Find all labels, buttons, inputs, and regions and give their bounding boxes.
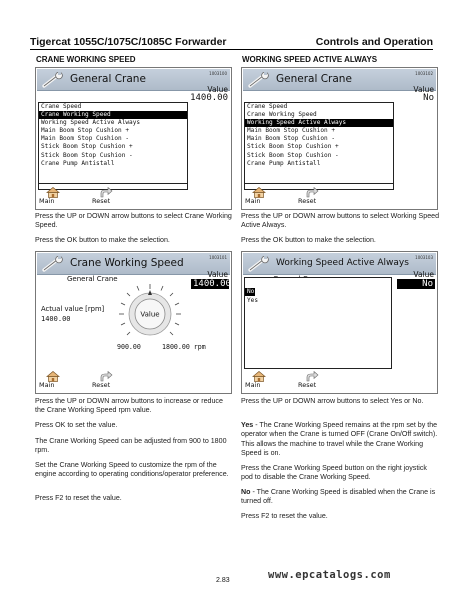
main-label: Main <box>39 381 55 389</box>
actual-value-label: Actual value [rpm] <box>41 305 105 313</box>
reset-button[interactable] <box>92 186 122 204</box>
screen-title-bar <box>243 253 436 275</box>
screen-title-bar <box>37 69 230 91</box>
main-button[interactable] <box>39 186 69 204</box>
reset-label: Reset <box>92 381 111 389</box>
dial-label: Value <box>140 310 160 319</box>
paragraph-yes <box>241 421 440 459</box>
value-readout: No <box>423 93 434 103</box>
list-item[interactable]: Crane Working Speed <box>247 111 317 119</box>
list-item-selected[interactable]: Crane Working Speed <box>39 111 187 119</box>
reset-label: Reset <box>298 197 317 205</box>
document-title: Tigercat 1055C/1075C/1085C Forwarder <box>30 36 227 48</box>
screen-code: 1003100 <box>209 71 227 76</box>
no-term: No <box>241 488 251 496</box>
right-section-heading: WORKING SPEED ACTIVE ALWAYS <box>242 55 378 64</box>
list-item[interactable]: Main Boom Stop Cushion + <box>247 127 336 135</box>
paragraph-no <box>241 488 440 507</box>
list-item[interactable]: Crane Pump Antistall <box>247 159 321 167</box>
value-label: Value <box>207 85 228 94</box>
main-label: Main <box>245 381 261 389</box>
paragraph: Press the UP or DOWN arrow buttons to select Working Speed Active Always. <box>241 212 440 230</box>
list-item[interactable]: Crane Speed <box>247 103 288 110</box>
paragraph: Press the UP or DOWN arrow buttons to select Crane Working Speed. <box>35 212 232 230</box>
list-item[interactable]: Main Boom Stop Cushion + <box>41 127 130 135</box>
list-item[interactable]: Crane Pump Antistall <box>41 159 115 167</box>
list-item[interactable]: Stick Boom Stop Cushion - <box>41 151 133 159</box>
wrench-icon <box>42 256 66 272</box>
left-section-heading: CRANE WORKING SPEED <box>36 55 136 64</box>
paragraph: Press F2 to reset the value. <box>241 512 328 520</box>
screen-title-bar <box>243 69 436 91</box>
header-divider <box>30 49 433 50</box>
wrench-icon <box>248 256 272 272</box>
watermark: www.epcatalogs.com <box>268 569 391 581</box>
option-yes[interactable]: Yes <box>247 297 259 304</box>
reset-button[interactable] <box>298 186 328 204</box>
main-label: Main <box>39 197 55 205</box>
reset-label: Reset <box>298 381 317 389</box>
screen-code: 1003103 <box>415 255 433 260</box>
list-item[interactable]: Crane Speed <box>41 103 82 110</box>
range-min: 900.00 <box>117 343 141 351</box>
screen-code: 1003101 <box>209 255 227 260</box>
paragraph: Press OK to set the value. <box>35 421 118 429</box>
value-label: Value <box>413 270 434 279</box>
main-button[interactable] <box>39 370 69 388</box>
paragraph: Press the UP or DOWN arrow buttons to select Yes or No. <box>241 397 424 405</box>
screen-title: Working Speed Active Always <box>276 258 409 268</box>
list-item[interactable]: Main Boom Stop Cushion - <box>41 135 130 143</box>
list-item[interactable]: Working Speed Active Always <box>41 119 141 127</box>
reset-label: Reset <box>92 197 111 205</box>
reset-button[interactable] <box>298 370 328 388</box>
screen-title: General Crane <box>70 73 146 85</box>
list-item[interactable]: Stick Boom Stop Cushion + <box>247 143 339 151</box>
screen-title: General Crane <box>276 73 352 85</box>
menu-list[interactable] <box>38 102 188 184</box>
yes-term: Yes <box>241 421 254 429</box>
paragraph: Press the OK button to make the selection. <box>35 236 170 244</box>
option-no[interactable]: No <box>247 288 255 295</box>
screen-title: Crane Working Speed <box>70 257 184 269</box>
yes-description: - The Crane Working Speed remains at the rpm set by the operator when the Crane is turned OFF (Crane On/Off switch). This allows the machine to travel while the Crane Working Speed is on. <box>241 421 438 458</box>
option-list[interactable] <box>244 277 392 369</box>
paragraph: Press the Crane Working Speed button on the right joystick pod to disable the Crane Working Speed. <box>241 464 427 482</box>
paragraph: Set the Crane Working Speed to customize the rpm of the engine according to operating conditions/operator preference. <box>35 461 229 479</box>
range-max: 1800.00 rpm <box>162 343 206 351</box>
screen-crane-working-speed <box>35 251 232 394</box>
main-label: Main <box>245 197 261 205</box>
list-item[interactable]: Stick Boom Stop Cushion + <box>41 143 133 151</box>
list-item-selected[interactable]: Working Speed Active Always <box>245 119 393 127</box>
paragraph: Press the OK button to make the selection. <box>241 236 376 244</box>
paragraph: Press F2 to reset the value. <box>35 494 122 502</box>
speed-dial-gauge[interactable] <box>114 280 186 344</box>
value-label: Value <box>413 85 434 94</box>
reset-button[interactable] <box>92 370 122 388</box>
page-number: 2.83 <box>216 577 230 584</box>
list-item[interactable]: Stick Boom Stop Cushion - <box>247 151 339 159</box>
section-title: Controls and Operation <box>315 36 433 48</box>
menu-list[interactable] <box>244 102 394 184</box>
wrench-icon <box>248 72 272 88</box>
screen-general-crane-2 <box>241 67 438 210</box>
screen-code: 1003102 <box>415 71 433 76</box>
screen-subtitle: General Crane <box>67 275 118 283</box>
main-button[interactable] <box>245 370 275 388</box>
value-readout: 1400.00 <box>190 93 228 103</box>
value-readout: No <box>397 279 435 289</box>
wrench-icon <box>42 72 66 88</box>
screen-title-bar <box>37 253 230 275</box>
screen-general-crane-1 <box>35 67 232 210</box>
paragraph: The Crane Working Speed can be adjusted from 900 to 1800 rpm. <box>35 437 227 455</box>
main-button[interactable] <box>245 186 275 204</box>
screen-working-speed-active-always <box>241 251 438 394</box>
paragraph: Press the UP or DOWN arrow buttons to increase or reduce the Crane Working Speed rpm value. <box>35 397 223 415</box>
actual-value: 1400.00 <box>41 315 71 323</box>
no-description: - The Crane Working Speed is disabled when the Crane is turned off. <box>241 488 436 506</box>
list-item[interactable]: Main Boom Stop Cushion - <box>247 135 336 143</box>
value-label: Value <box>207 270 228 279</box>
value-readout: 1400.00 <box>193 279 231 289</box>
